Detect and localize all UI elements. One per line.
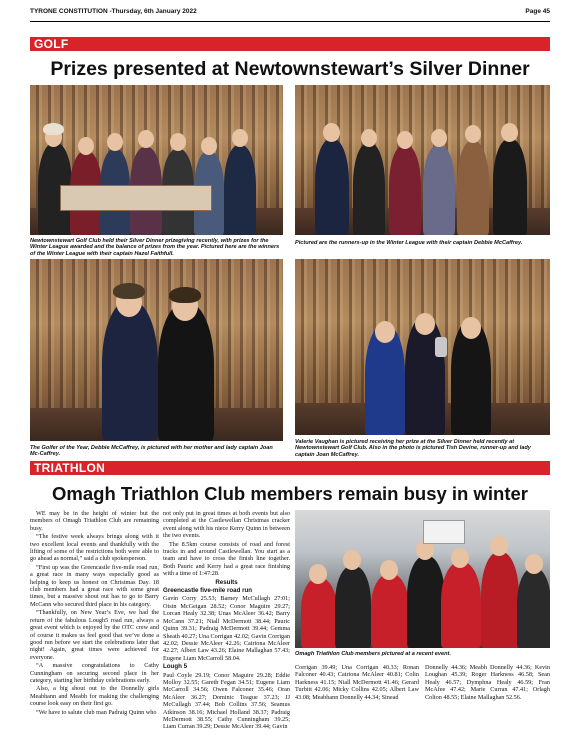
article-paragraph: “We have to salute club man Padraig Quinn who	[36, 708, 157, 716]
triathlon-column-1	[30, 510, 159, 717]
golf-headline: Prizes presented at Newtownstewart’s Silver Dinner	[50, 58, 530, 80]
triathlon-column-2	[163, 510, 290, 732]
article-paragraph: “First up was the Greencastle five-mile road run, a great race in many ways especially good as helping to keep us honest on Christmas Day. 18 club members had a great race with some great times, but a massive shout out has to go to Barry McCann who secured third place in his category.	[30, 563, 159, 608]
greencastle-heading: Greencastle five-mile road run	[163, 587, 253, 595]
article-paragraph: not only put in great times at both events but also completed at the Castlewellan Christmas cracker event along with his niece Kerry Quinn in between the two events.	[163, 510, 290, 540]
page-number: Page 45	[525, 8, 550, 15]
header-rule	[30, 21, 550, 22]
issue-date: TYRONE CONSTITUTION -Thursday, 6th January 2022	[30, 8, 197, 15]
golf-photo-valerie-vaughan	[295, 259, 550, 435]
article-paragraph: “Thankfully, on New Year’s Eve, we had the return of the fabulous Lough5 road run, always a great event which is enjoyed by the OTC crew and of course it makes us feel good that we’ve done a good run before we start the celebrations later that night! Again, great times were achieved for everyone.	[30, 609, 159, 661]
lough5-results-part-2: Corrigan 39.49; Una Corrigan 40.33; Ronan Falconer 40.43; Catriona McAleer 40.81; Colin Harkness 41.15; Niall McDermott 41.46; Gerard Turbitt 42.06; Micky Collins 42.05; Albert Law 43.08; Meabhann Donnelly 44.34; Sinead	[295, 664, 419, 701]
article-paragraph: Also, a big shout out to the Donnelly girls Meabhann and Meabh for making the challenging course look easy on their first go.	[30, 685, 159, 708]
results-heading: Results	[215, 578, 238, 586]
triathlon-photo-caption: Omagh Triathlon Club members pictured at a recent event.	[295, 651, 451, 657]
article-paragraph: The 8.5km course consists of road and forest tracks in and around Castlewellan. You start as a team and have to cross the finish line together. Both Pauric and Kerry had a great race finishing with a time of 1:47:28.	[163, 540, 290, 578]
article-paragraph: “The festive week always brings along with it two excellent local events and thankfully with the lifting of some of the restrictions both were able to go ahead as normal,” said a club spokesperson.	[30, 533, 159, 563]
golf-photo-golfer-of-year	[30, 259, 283, 441]
golf-caption-4: Valerie Vaughan is pictured receiving her prize at the Silver Dinner held recently at Newtownstewart Golf Club. Also in the photo is pictured Tish Devine, runner-up and lady captain Joan McCaffrey.	[295, 439, 531, 458]
section-bar-triathlon	[30, 461, 550, 475]
article-paragraph: “A massive congratulations to Cathy Cunningham on securing second place in her category, starting her birthday celebrations early.	[30, 662, 159, 684]
section-label-triathlon: TRIATHLON	[34, 461, 106, 475]
golf-caption-3: The Golfer of the Year, Debbie McCaffrey, is pictured with her mother and lady captain Joan Mc-Caffrey.	[30, 445, 273, 458]
lough5-results-part-3: Donnelly 44.36; Meabh Donnelly 44.36; Kevin Loughan 45.39; Roger Harkness 46.58; Sean Healy 46.57; Dymphna Healy 46.59; Fran McAfee 47.42; Marie Curran 47.41; Orlagh Colton 48.55; Elaine Mallaghan 52.56.	[425, 664, 550, 701]
triathlon-headline: Omagh Triathlon Club members remain busy in winter	[52, 483, 528, 504]
lough5-heading: Lough 5	[163, 663, 188, 671]
section-label-golf: GOLF	[34, 37, 69, 51]
golf-caption-1: Newtownstewart Golf Club held their Silver Dinner prizegiving recently, with prizes for the Winter League awarded and the balance of prizes from the year. Pictured here are the winners of the Winter League with their captain Hazel Faithfull.	[30, 238, 280, 257]
golf-photo-winners	[30, 85, 283, 235]
golf-caption-2: Pictured are the runners-up in the Winter League with their captain Debbie McCaffrey.	[295, 240, 523, 246]
section-bar-golf	[30, 37, 550, 51]
page-header	[30, 5, 550, 17]
article-paragraph: WE may be in the height of winter but the members of Omagh Triathlon Club are remaining busy.	[30, 510, 159, 532]
greencastle-results: Gavin Corry 25.53; Barney McCullagh 27:01; Oisin McGeigan 28.52; Conor Maguire 29.27; Lorcan Healy 32.38; Unas McAleer 36.42; Barry McCann 37.21; Niall McDermott 38.44; Pauric Quinn 39.31; Padraig McDermott 39.44; Gemma Sheath 40.27; Una Corrigan 42.02; Gavin Corrigan 42.02; Dessie McAleer 42.26; Catriona McAleer 42.27; Albert Law 43.26; Elaine Mallaghan 57.43; Eugene Liam McCarroll 58.04.	[163, 595, 290, 662]
triathlon-photo-members	[295, 510, 550, 648]
lough5-results-part-1: Paul Coyle 29.19; Conor Maguire 29.28; Eddie Molloy 32.55; Gareth Fegan 34.51; Eugene Liam McCarroll 34.56; Owen Falconer 35.46; Oran McAleer 36.27; Dominic Teague 37.23; JJ McCullagh 37.44; Bob Collins 37.56; Seamus Atkinson 38.16; Michael Holland 38.37; Padraig McDermott 38.55; Cathy Cunningham 39.25; Liam Curran 39.29; Dessie McAleer 39.44; Gavin	[163, 671, 290, 731]
golf-photo-runners-up	[295, 85, 550, 235]
